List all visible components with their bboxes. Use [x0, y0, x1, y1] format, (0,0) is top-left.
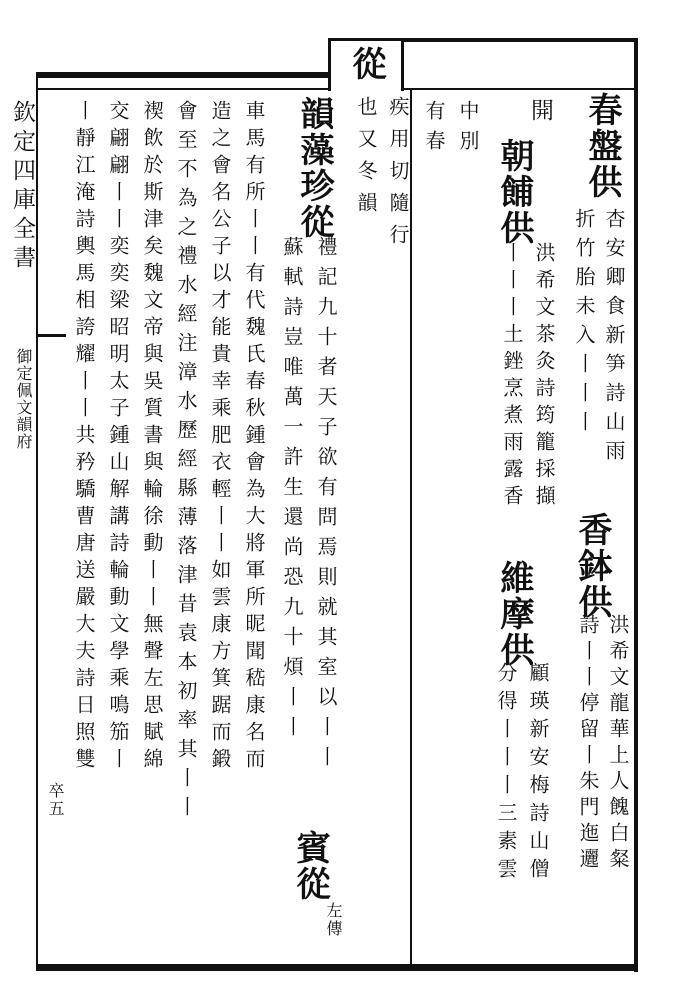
entry-text-2: 折竹胎未入丨丨丨	[572, 208, 596, 440]
body-line-7: 交翩翩丨丨奕奕梁昭明太子鍾山解講詩輪動文學乘鳴笳丨	[106, 100, 130, 775]
margin-page-number: 卒五	[46, 782, 65, 818]
body-line-1: 禮記九十者天子欲有問焉則就其室以丨丨	[314, 236, 338, 776]
right-border	[634, 38, 638, 972]
section-head-yunzao: 韻藻珍從	[294, 96, 334, 240]
margin-title: 欽定四庫全書	[9, 100, 35, 274]
margin-side-note: 御定佩文韻府	[14, 348, 33, 450]
entry-head-kai: 開	[527, 98, 553, 129]
entry-text-5: 洪希文茶灸詩筠籠採擷	[532, 242, 556, 512]
entry-head-xiangbo: 香鉢供	[572, 512, 612, 620]
header-character: 從	[346, 46, 386, 82]
body-line-8: 丨靜江淹詩輿馬相誇耀丨丨共矜驕曹唐送嚴大夫詩日照雙	[72, 100, 96, 775]
entry-text-1: 杏安卿食新笋詩山雨	[602, 208, 626, 469]
bottom-border	[36, 964, 638, 971]
body-line-4: 造之會名公子以才能貴幸乘肥衣輕丨丨如雲康方箕踞而鍛	[208, 100, 232, 775]
top-border-right	[398, 38, 638, 42]
body-line-3: 車馬有所丨丨有代魏氏春秋鍾會為大將軍所昵聞嵇康名而	[242, 100, 266, 775]
entry-text-7: 顧瑛新安梅詩山僧	[526, 662, 550, 886]
source-note-zuozhuan: 左傳	[324, 902, 343, 938]
entry-text-9: 中別	[456, 100, 480, 160]
entry-text-4: 詩丨丨停留丨朱門迤邐	[576, 614, 600, 874]
entry-text-8: 分得丨丨丨三素雲	[494, 662, 518, 886]
entry-text-3: 洪希文龍華上人餽白粲	[606, 614, 630, 874]
margin-bar	[36, 334, 66, 337]
body-line-6: 禊飲於斯津矣魏文帝與吳質書與輪徐動丨丨無聲左思賦綿	[140, 100, 164, 775]
entry-head-zhaobu: 朝餔供	[494, 138, 534, 246]
body-line-5: 會至不為之禮水經注漳水歷經縣薄落津昔袁本初率其丨丨	[174, 100, 198, 825]
top-border-left	[36, 72, 328, 78]
entry-text-10: 有春	[422, 100, 446, 160]
entry-head-chunpan: 春盤供	[582, 92, 622, 200]
pronunciation-line-2: 也又冬韻	[354, 96, 378, 224]
entry-text-6: 丨丨丨土銼烹煮雨露香	[500, 242, 524, 512]
pronunciation-line-1: 疾用切隨行	[386, 96, 410, 256]
entry-head-binzong: 賓從	[290, 830, 330, 902]
entry-head-weimo: 維摩供	[494, 560, 534, 668]
body-line-2: 蘇軾詩豈唯萬一許生還尚恐九十煩丨丨	[280, 236, 304, 746]
